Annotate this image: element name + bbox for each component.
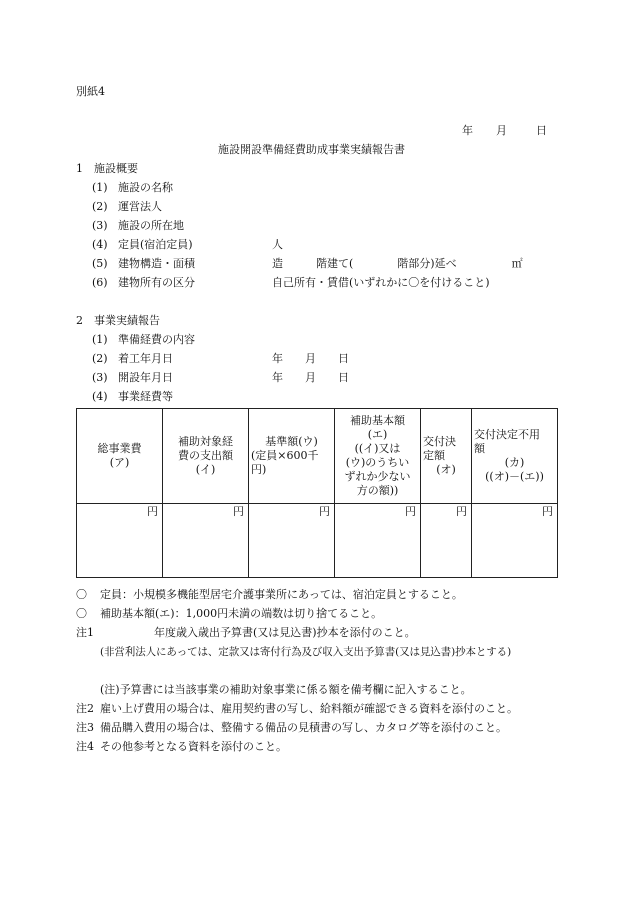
s1-item-label: 施設の所在地 xyxy=(118,219,184,232)
s1-item-label: 定員(宿泊定員) xyxy=(118,238,193,251)
s2-item-num: (3) xyxy=(92,371,108,384)
s1-item-num: (2) xyxy=(92,200,108,213)
header-standard-amount: 基準額(ウ) (定員×600千 円) xyxy=(249,409,335,504)
note-text: 補助基本額(エ)：1,000円未満の端数は切り捨てること。 xyxy=(100,607,383,620)
s2-item-label: 開設年月日 xyxy=(118,371,173,384)
table-header-row xyxy=(77,409,558,504)
note-mark: 〇 xyxy=(76,588,87,601)
s1-item-label: 施設の名称 xyxy=(118,181,173,194)
header-unused-grant: 交付決定不用 額 (カ) ((オ)－(エ)) xyxy=(472,409,558,504)
expense-table xyxy=(76,408,558,578)
date-month: 月 xyxy=(496,124,507,137)
note-mark: 注2 xyxy=(76,702,94,715)
section2-heading: 2 事業実績報告 xyxy=(76,314,160,327)
date-day: 日 xyxy=(536,124,547,137)
cell-base-subsidy: 円 xyxy=(335,504,421,578)
s2-item-label: 着工年月日 xyxy=(118,352,173,365)
s1-item-num: (4) xyxy=(92,238,108,251)
date-year: 年 xyxy=(462,124,473,137)
s1-item-num: (1) xyxy=(92,181,108,194)
header-grant-decision: 交付決 定額 (オ) xyxy=(421,409,472,504)
s2-item-num: (1) xyxy=(92,333,108,346)
s1-item-num: (3) xyxy=(92,219,108,232)
cell-unused-grant: 円 xyxy=(472,504,558,578)
s1-item-value: 自己所有・賃借(いずれかに〇を付けること) xyxy=(272,276,490,289)
s2-item-value: 年 月 日 xyxy=(272,352,349,365)
note-mark: 注1 xyxy=(76,626,94,639)
note-text: 備品購入費用の場合は、整備する備品の見積書の写し、カタログ等を添付のこと。 xyxy=(100,721,507,734)
header-base-subsidy: 補助基本額 (エ) ((イ)又は (ウ)のうちい ずれか少ない 方の額)) xyxy=(335,409,421,504)
s2-item-label: 事業経費等 xyxy=(118,390,173,403)
note-text: その他参考となる資料を添付のこと。 xyxy=(100,740,287,753)
attachment-label: 別紙4 xyxy=(76,85,105,98)
cell-total-cost: 円 xyxy=(77,504,163,578)
header-total-cost: 総事業費 (ア) xyxy=(77,409,163,504)
s1-item-num: (5) xyxy=(92,257,108,270)
cell-standard-amount: 円 xyxy=(249,504,335,578)
section1-heading: 1 施設概要 xyxy=(76,162,138,175)
s1-item-label: 建物構造・面積 xyxy=(118,257,195,270)
cell-grant-decision: 円 xyxy=(421,504,472,578)
document-title: 施設開設準備経費助成事業実績報告書 xyxy=(218,143,405,156)
header-eligible-expense: 補助対象経 費の支出額 (イ) xyxy=(163,409,249,504)
s2-item-num: (2) xyxy=(92,352,108,365)
s1-item-label: 運営法人 xyxy=(118,200,162,213)
s1-item-value: 造 階建て( 階部分)延べ ㎡ xyxy=(272,257,523,270)
s1-item-value: 人 xyxy=(272,238,283,251)
cell-eligible-expense: 円 xyxy=(163,504,249,578)
note-text: 年度歳入歳出予算書(又は見込書)抄本を添付のこと。 xyxy=(154,626,416,639)
note-text: (非営利法人にあっては、定款又は寄付行為及び収入支出予算書(又は見込書)抄本とする) xyxy=(100,646,512,658)
s1-item-label: 建物所有の区分 xyxy=(118,276,195,289)
note-mark: 注4 xyxy=(76,740,94,753)
note-text: 定員：小規模多機能型居宅介護事業所にあっては、宿泊定員とすること。 xyxy=(100,588,463,601)
note-text: (注)予算書には当該事業の補助対象事業に係る額を備考欄に記入すること。 xyxy=(100,683,472,696)
note-mark: 注3 xyxy=(76,721,94,734)
s2-item-num: (4) xyxy=(92,390,108,403)
s1-item-num: (6) xyxy=(92,276,108,289)
table-value-row xyxy=(77,504,558,578)
s2-item-label: 準備経費の内容 xyxy=(118,333,195,346)
note-text: 雇い上げ費用の場合は、雇用契約書の写し、給料額が確認できる資料を添付のこと。 xyxy=(100,702,518,715)
note-mark: 〇 xyxy=(76,607,87,620)
s2-item-value: 年 月 日 xyxy=(272,371,349,384)
